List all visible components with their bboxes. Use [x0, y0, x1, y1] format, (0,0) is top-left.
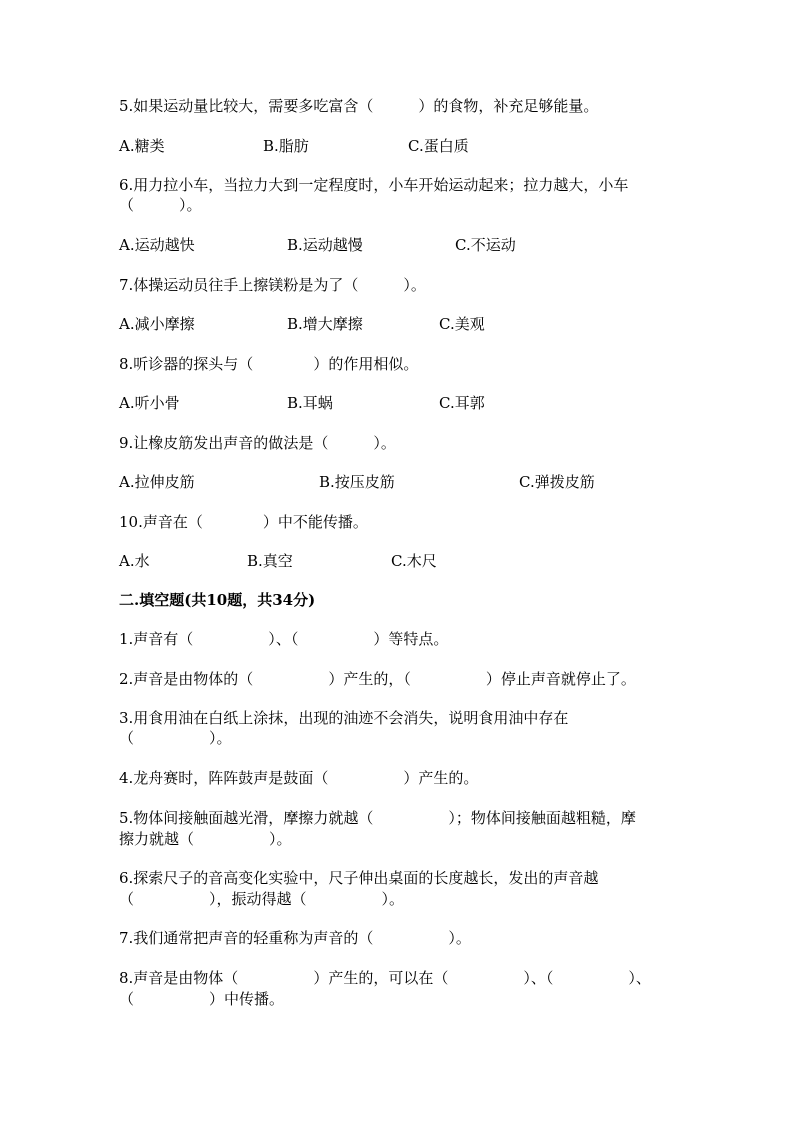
question-6-stem-line2: （ ）。: [119, 196, 202, 214]
fill-item-2: 2.声音是由物体的（ ）产生的，（ ）停止声音就停止了。: [119, 670, 636, 688]
question-7-option-b: B.增大摩擦: [287, 315, 363, 333]
question-5-option-a: A.糖类: [119, 137, 165, 155]
question-6-stem-line1: 6.用力拉小车，当拉力大到一定程度时，小车开始运动起来；拉力越大，小车: [119, 176, 629, 194]
question-7-option-c: C.美观: [439, 315, 485, 333]
question-10-option-b: B.真空: [247, 552, 293, 570]
fill-item-8-line2: （ ）中传播。: [119, 990, 285, 1008]
question-9-option-b: B.按压皮筋: [319, 473, 395, 491]
fill-item-3-line2: （ ）。: [119, 729, 232, 747]
fill-item-7: 7.我们通常把声音的轻重称为声音的（ ）。: [119, 929, 471, 947]
question-9-option-a: A.拉伸皮筋: [119, 473, 195, 491]
question-6-option-a: A.运动越快: [119, 236, 195, 254]
question-8-option-a: A.听小骨: [119, 394, 180, 412]
question-10-option-a: A.水: [119, 552, 150, 570]
question-7-stem: 7.体操运动员往手上擦镁粉是为了（ ）。: [119, 276, 426, 294]
fill-item-5-line2: 擦力就越（ ）。: [119, 830, 292, 848]
fill-item-3-line1: 3.用食用油在白纸上涂抹，出现的油迹不会消失，说明食用油中存在: [119, 709, 569, 727]
fill-item-4: 4.龙舟赛时，阵阵鼓声是鼓面（ ）产生的。: [119, 769, 479, 787]
fill-item-6-line1: 6.探索尺子的音高变化实验中，尺子伸出桌面的长度越长，发出的声音越: [119, 869, 599, 887]
question-10-stem: 10.声音在（ ）中不能传播。: [119, 513, 368, 531]
question-10-option-c: C.木尺: [391, 552, 437, 570]
question-7-option-a: A.减小摩擦: [119, 315, 195, 333]
fill-item-8-line1: 8.声音是由物体（ ）产生的，可以在（ ）、（ ）、: [119, 969, 651, 987]
question-6-option-c: C.不运动: [455, 236, 516, 254]
question-5-option-c: C.蛋白质: [408, 137, 469, 155]
question-5-option-b: B.脂肪: [263, 137, 309, 155]
question-8-option-b: B.耳蜗: [287, 394, 333, 412]
fill-item-6-line2: （ ），振动得越（ ）。: [119, 890, 405, 908]
fill-item-5-line1: 5.物体间接触面越光滑，摩擦力就越（ ）；物体间接触面越粗糙，摩: [119, 809, 636, 827]
question-9-option-c: C.弹拨皮筋: [519, 473, 595, 491]
question-8-option-c: C.耳郭: [439, 394, 485, 412]
fill-item-1: 1.声音有（ ）、（ ）等特点。: [119, 630, 449, 648]
question-8-stem: 8.听诊器的探头与（ ）的作用相似。: [119, 355, 419, 373]
question-6-option-b: B.运动越慢: [287, 236, 363, 254]
section-2-title: 二.填空题(共10题，共34分): [119, 591, 316, 609]
question-9-stem: 9.让橡皮筋发出声音的做法是（ ）。: [119, 434, 396, 452]
question-5-stem: 5.如果运动量比较大，需要多吃富含（ ）的食物，补充足够能量。: [119, 97, 599, 115]
